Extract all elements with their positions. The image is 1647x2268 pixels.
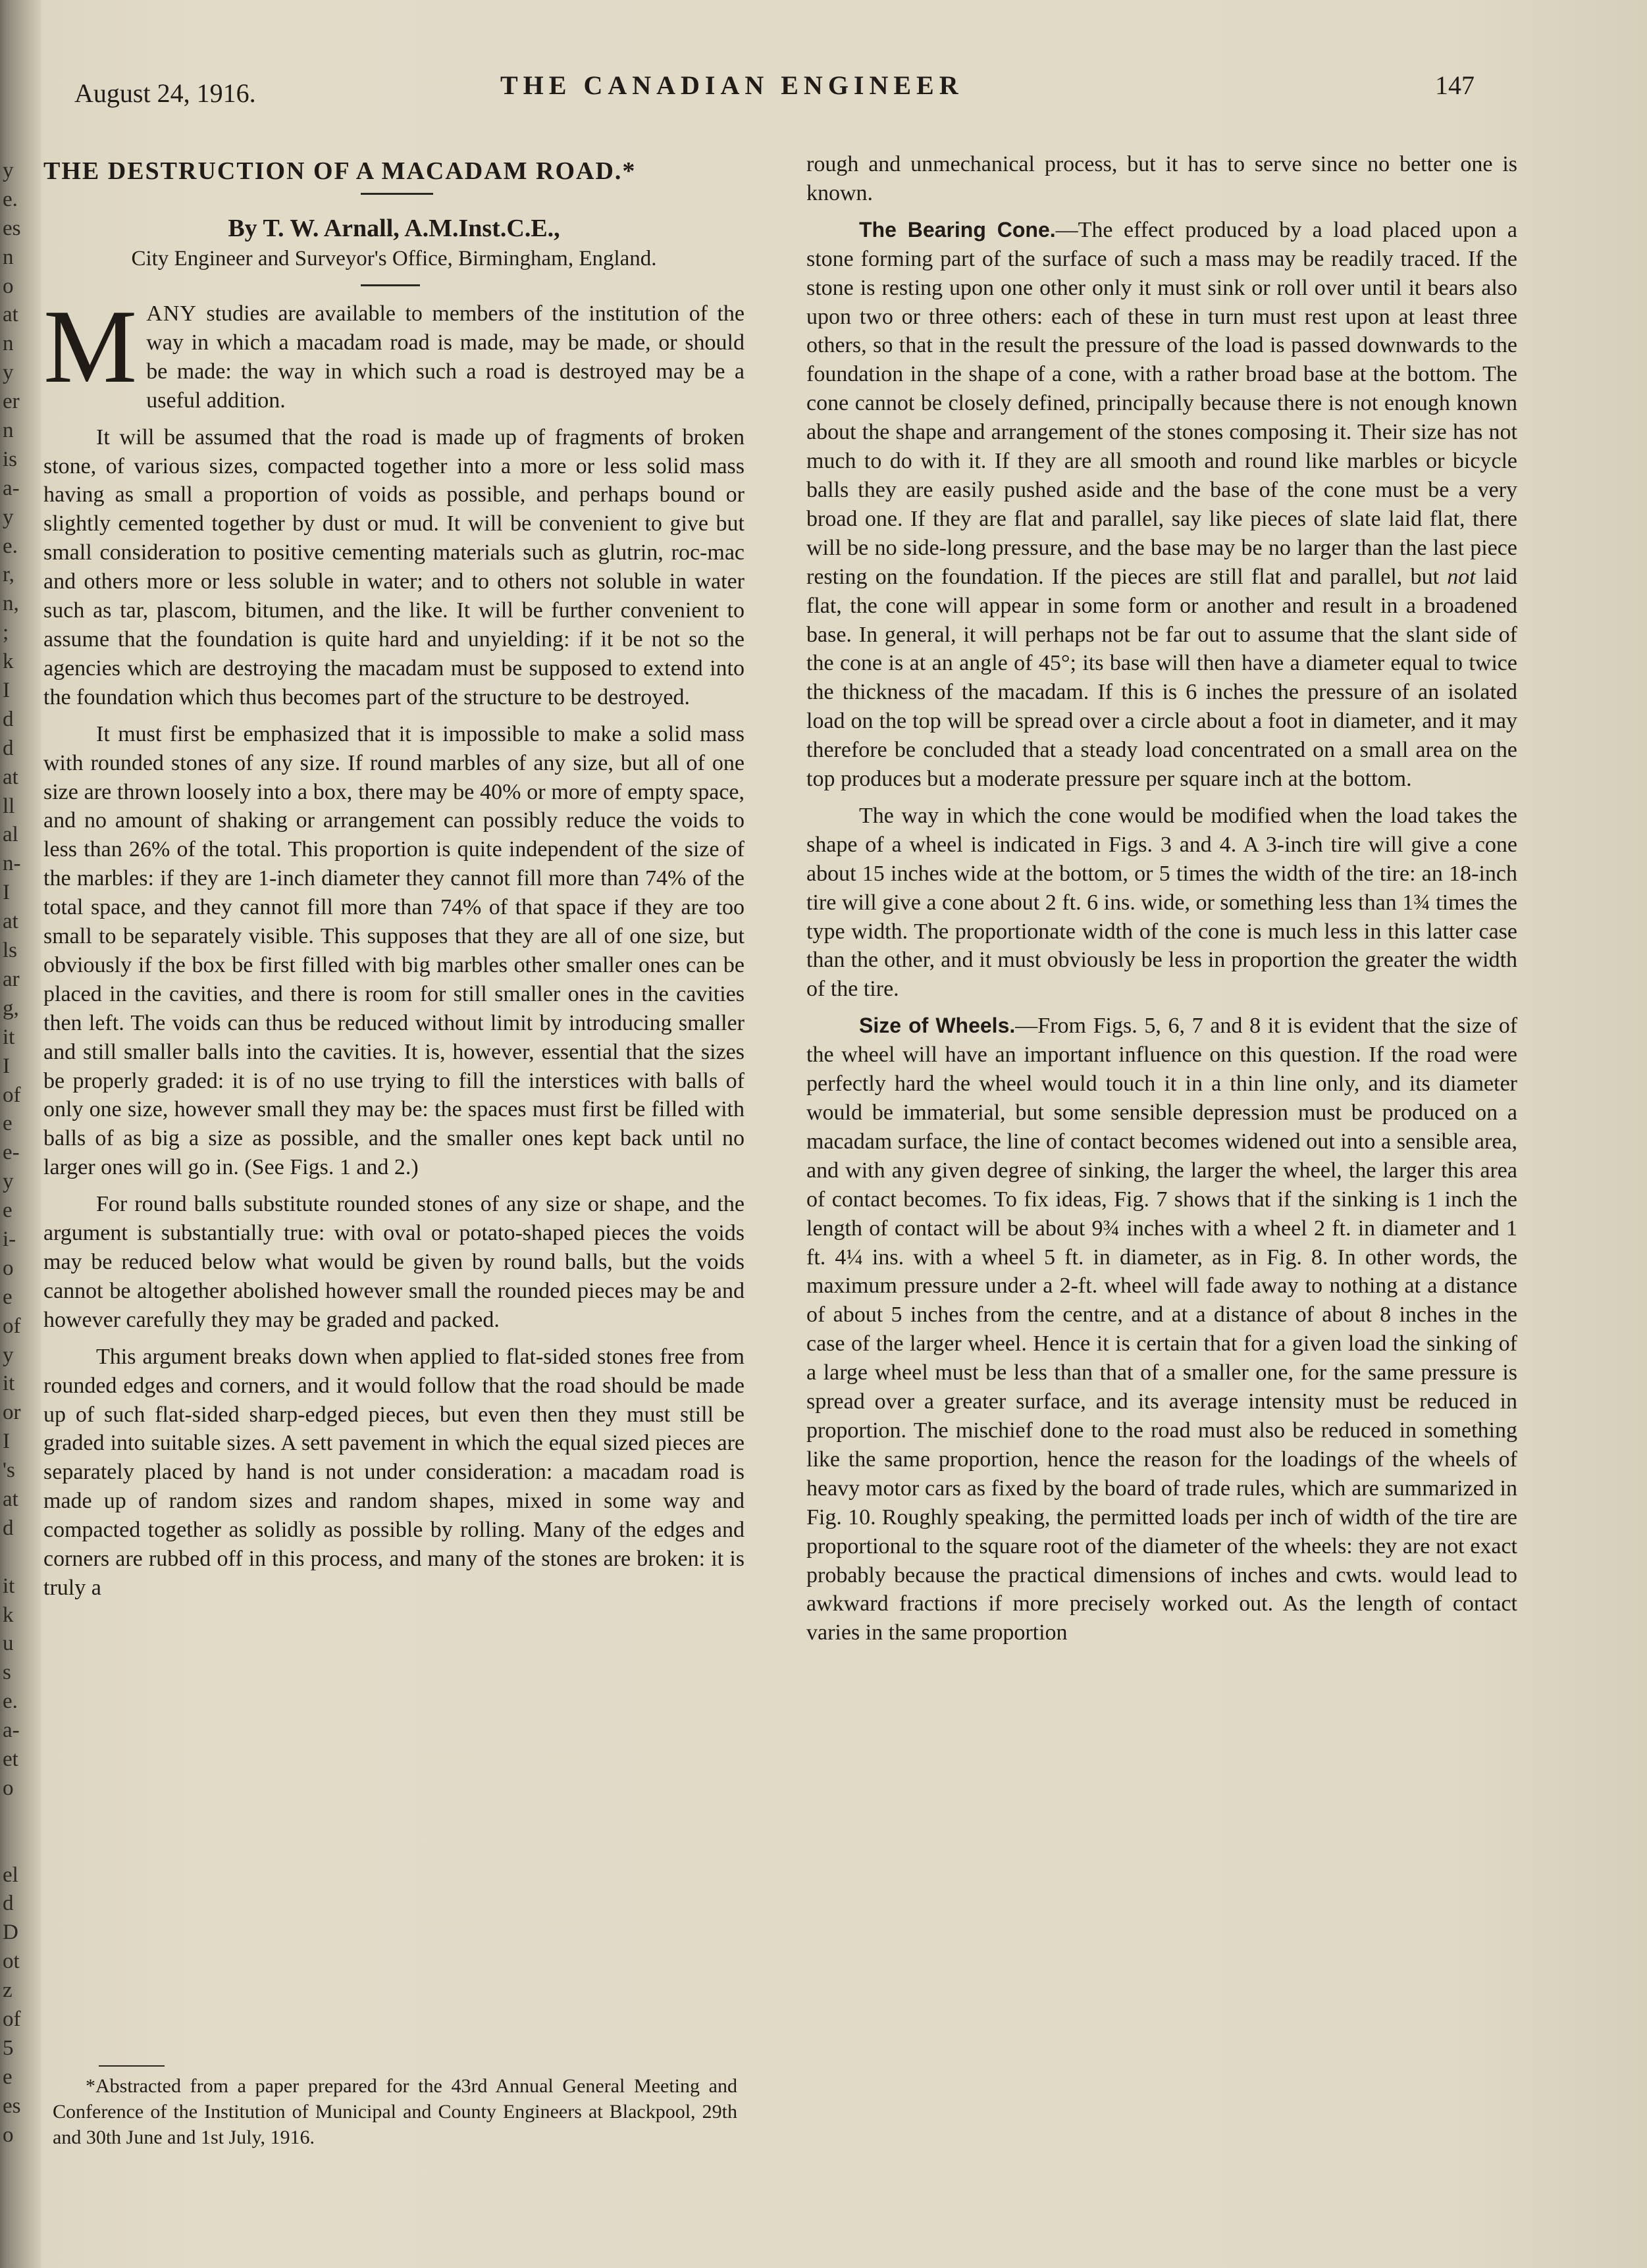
author-byline: By T. W. Arnall, A.M.Inst.C.E., <box>228 215 560 242</box>
edge-fragment: n <box>3 245 14 269</box>
edge-fragment: al <box>3 823 18 847</box>
edge-fragment: k <box>3 650 14 674</box>
edge-fragment: e. <box>3 187 18 211</box>
edge-fragment: 5 <box>3 2036 14 2060</box>
left-column <box>43 288 745 1611</box>
edge-fragment: of <box>3 1083 21 1107</box>
edge-fragment: y <box>3 1170 14 1194</box>
footnote <box>53 2073 737 2150</box>
lead-caps: ANY <box>146 301 197 326</box>
edge-fragment: at <box>3 1487 18 1511</box>
edge-fragment: d <box>3 707 14 731</box>
edge-fragment <box>3 1803 22 1832</box>
edge-fragment: z <box>3 1978 13 2003</box>
edge-fragment: ot <box>3 1949 20 1974</box>
edge-fragment: is <box>3 447 18 471</box>
edge-fragment: I <box>3 679 10 703</box>
subhead-bearing-cone: The Bearing Cone. <box>859 217 1056 242</box>
edge-fragment: y <box>3 159 14 182</box>
paragraph-voids: It must first be emphasized that it is impossible to make a solid mass with rounded stones of any size. If round marbles of any size, but all of one size are thrown loosely into a box, there may be 40% or more of empty space, and no amount of shaking or arrangement can possibly reduce the voids to less than 26% of the total. This proportion is quite independent of the size of the marbles: if they are 1-inch diameter they cannot fill more than 74% of the total space, and they cannot fill more than 74% of that space if they are too small to be separately visible. This supposes that they are all of one size, but obviously if the box be first filled with big marbles other smaller ones can be placed in the cavities, and there is room for still smaller ones in the cavities then left. The voids can thus be reduced without limit by introducing smaller and still smaller balls into the cavities. It is, however, essential that the sizes be properly graded: it is of no use trying to fill the interstices with balls of only one size, however small they may be: the spaces must first be filled with balls of as big a size as possible, and the smaller ones kept back until no larger ones will go in. (See Figs. 1 and 2.) <box>43 721 745 1180</box>
edge-fragment: o <box>3 1776 14 1800</box>
bearing-cone-text-end: laid flat, the cone will appear in some form or another and result in a broadened base. In general, it will perhaps not be far out to assume that the slant side of the cone is at an angle of 45°; its base will then have a diameter equal to twice the thickness of the macadam. If this is 6 inches the pressure of an isolated load on the top will be spread over a circle about a foot in diameter, and it may therefore be concluded that a steady load concentrated on a small area on the top produces but a moderate pressure per square inch at the bottom. <box>806 564 1518 792</box>
paragraph-wheel-cone: The way in which the cone would be modified when the load takes the shape of a wheel is indicated in Figs. 3 and 4. A 3-inch tire will give a cone about 15 inches wide at the bottom, or 5 times the width of the tire: an 18-inch tire will give a cone about 2 ft. 6 ins. wide, or something less than 1¾ times the type width. The proportionate width of the cone is much less in this latter case than the other, and it must obviously be less in proportion the greater the width of the tire. <box>806 803 1517 1002</box>
edge-fragment: n, <box>3 592 19 616</box>
edge-fragment: ; <box>3 621 9 645</box>
emphasis-not: not <box>1447 564 1476 589</box>
edge-fragment: or <box>3 1401 21 1425</box>
edge-fragment: at <box>3 765 18 789</box>
subhead-size-of-wheels: Size of Wheels. <box>859 1014 1016 1038</box>
edge-fragment: n- <box>3 852 21 876</box>
edge-fragment: I <box>3 1430 10 1454</box>
edge-fragment: D <box>3 1920 18 1945</box>
edge-fragment: e <box>3 1112 13 1136</box>
edge-fragment <box>3 1543 22 1572</box>
intro-text: studies are available to members of the institution of the way in which a macadam road is made, may be made, or should be made: the way in which such a road is destroyed may be a useful addition. <box>146 301 745 413</box>
edge-fragment: it <box>3 1025 15 1049</box>
footnote-text: *Abstracted from a paper prepared for the 43rd Annual General Meeting and Conference of the Institution of Municipal and County Engineers at Blackpool, 29th and 30th June and 1st July, 1916. <box>53 2075 737 2148</box>
edge-fragment: y <box>3 505 14 529</box>
edge-fragment: et <box>3 1747 18 1771</box>
edge-fragment: s <box>3 1661 11 1685</box>
edge-fragment: of <box>3 1314 21 1338</box>
footnote-rule <box>99 2065 165 2067</box>
edge-fragment: u <box>3 1632 14 1656</box>
edge-fragment: o <box>3 2123 14 2147</box>
edge-fragment: 's <box>3 1458 15 1483</box>
edge-fragment: o <box>3 1256 14 1280</box>
edge-fragment: e. <box>3 534 18 558</box>
edge-fragment: e- <box>3 1141 20 1165</box>
byline-rule <box>361 284 420 286</box>
edge-fragment: of <box>3 2007 21 2031</box>
edge-fragment: at <box>3 910 18 934</box>
paragraph-bearing-cone <box>806 216 1517 794</box>
edge-fragment: I <box>3 881 10 905</box>
edge-fragment: d <box>3 1516 14 1540</box>
edge-fragment: it <box>3 1372 15 1396</box>
author-affiliation: City Engineer and Surveyor's Office, Birmingham, England. <box>131 247 657 271</box>
edge-fragment: es <box>3 216 21 240</box>
edge-fragment: k <box>3 1603 14 1627</box>
edge-fragment: el <box>3 1863 18 1887</box>
journal-name: THE CANADIAN ENGINEER <box>500 70 964 100</box>
edge-fragment: it <box>3 1574 15 1598</box>
edge-fragment: a- <box>3 476 20 500</box>
edge-fragment: e <box>3 1285 13 1309</box>
edge-fragment: d <box>3 736 14 760</box>
edge-fragment: y <box>3 361 14 385</box>
edge-fragment: i- <box>3 1227 16 1251</box>
right-column <box>806 150 1517 1655</box>
edge-fragment: e <box>3 1198 13 1223</box>
paragraph-intro <box>43 288 745 415</box>
edge-fragment: at <box>3 303 18 327</box>
edge-fragment: g, <box>3 996 19 1020</box>
paragraph-round-stones: For round balls substitute rounded stones of any size or shape, and the argument is substantially true: with oval or potato-shaped pieces the voids may be reduced below what would be given by round balls, but the voids cannot be altogether abolished however small the rounded pieces may be and however carefully they may be graded and packed. <box>43 1192 745 1332</box>
adjacent-page-fragments <box>3 157 22 2150</box>
paragraph-size-of-wheels <box>806 1012 1517 1647</box>
article-title: THE DESTRUCTION OF A MACADAM ROAD.* <box>43 157 637 185</box>
paragraph-assumptions: It will be assumed that the road is made up of fragments of broken stone, of various sizes, compacted together into a more or less solid mass having as small a proportion of voids as possible, and perhaps bound or slightly cemented together by dust or mud. It will be convenient to give but small consideration to positive cementing materials such as glutrin, roc-mac and others more or less soluble in water; and to others not soluble in water such as tar, plascom, bitumen, and the like. It will be further convenient to assume that the foundation is quite hard and unyielding: if it be not so the agencies which are destroying the macadam must be supposed to extend into the foundation which thus becomes part of the structure to be destroyed. <box>43 425 745 709</box>
page-number: 147 <box>1435 70 1475 100</box>
edge-fragment: I <box>3 1054 10 1078</box>
edge-fragment: e. <box>3 1689 18 1714</box>
edge-fragment: a- <box>3 1718 20 1743</box>
edge-fragment: es <box>3 2094 21 2118</box>
title-rule <box>361 193 433 195</box>
paragraph-continued: rough and unmechanical process, but it has to serve since no better one is known. <box>806 152 1517 205</box>
edge-fragment: er <box>3 390 20 414</box>
drop-cap: M <box>43 288 138 405</box>
edge-fragment: ar <box>3 967 20 991</box>
paragraph-flat-stones: This argument breaks down when applied to flat-sided stones free from rounded edges and corners, and it would follow that the road should be made up of such flat-sided sharp-edged pieces, but even then they must still be graded into suitable sizes. A sett pavement in which the equal sized pieces are separately placed by hand is not under consideration: a macadam road is made up of random sizes and random shapes, mixed in some way and compacted together as solidly as possible by rolling. Many of the edges and corners are rubbed off in this process, and many of the stones are broken: it is truly a <box>43 1344 745 1600</box>
edge-fragment: ls <box>3 939 18 963</box>
edge-fragment: d <box>3 1892 14 1916</box>
edge-fragment: ll <box>3 794 15 818</box>
edge-fragment: o <box>3 274 14 298</box>
size-of-wheels-text: —From Figs. 5, 6, 7 and 8 it is evident that the size of the wheel will have an important influence on this question. If the road were perfectly hard the wheel would touch it in a thin line only, and its diameter would be immaterial, but some sensible depression must be produced on a macadam surface, the line of contact becomes widened out into a sensible area, and with any given degree of sinking, the larger the wheel, the larger this area of contact becomes. To fix ideas, Fig. 7 shows that if the sinking is 1 inch the length of contact will be about 9¾ inches with a wheel 2 ft. in diameter and 1 ft. 4¼ ins. with a wheel 5 ft. in diameter, as in Fig. 8. In other words, the maximum pressure under a 2-ft. wheel will fade away to nothing at a distance of about 5 inches from the centre, and at a distance of about 8 inches in the case of the larger wheel. Hence it is certain that for a given load the sinking of a large wheel must be less than that of a smaller one, for the same pressure is spread over a greater surface, and its average intensity must be reduced in proportion. The mischief done to the road must also be reduced in something like the same proportion, hence the reason for the loadings of the wheels of heavy motor cars as fixed by the board of trade rules, which are summarized in Fig. 10. Roughly speaking, the permitted loads per inch of width of the tire are proportional to the square root of the diameter of the wheels: they are not exact probably because the practical dimensions of inches and cwts. would lead to awkward fractions if more precisely worked out. As the length of contact varies in the same proportion <box>806 1014 1518 1645</box>
edge-fragment: n <box>3 419 14 443</box>
edge-fragment <box>3 1832 22 1861</box>
edge-fragment: y <box>3 1343 14 1367</box>
bearing-cone-text: —The effect produced by a load placed upon a stone forming part of the surface of such a mass may be readily traced. If the stone is resting upon one other only it must sink or roll over until it bears also upon two or three others: each of these in turn must rest upon at least three others, so that in the result the pressure of the load is passed downwards to the foundation in the shape of a cone, with a rather broad base at the bottom. The cone cannot be closely defined, principally because there is not enough known about the shape and arrangement of the stones composing it. Their size has not much to do with it. If they are all smooth and round like marbles or bicycle balls they are easily pushed aside and the base of the cone must be a very broad one. If they are flat and parallel, say like pieces of slate laid flat, there will be no side-long pressure, and the base may be no larger than the last piece resting on the foundation. If the pieces are still flat and parallel, but <box>806 217 1517 589</box>
edge-fragment: n <box>3 332 14 356</box>
edge-fragment: e <box>3 2065 13 2089</box>
issue-date: August 24, 1916. <box>74 78 256 108</box>
edge-fragment: r, <box>3 563 14 587</box>
